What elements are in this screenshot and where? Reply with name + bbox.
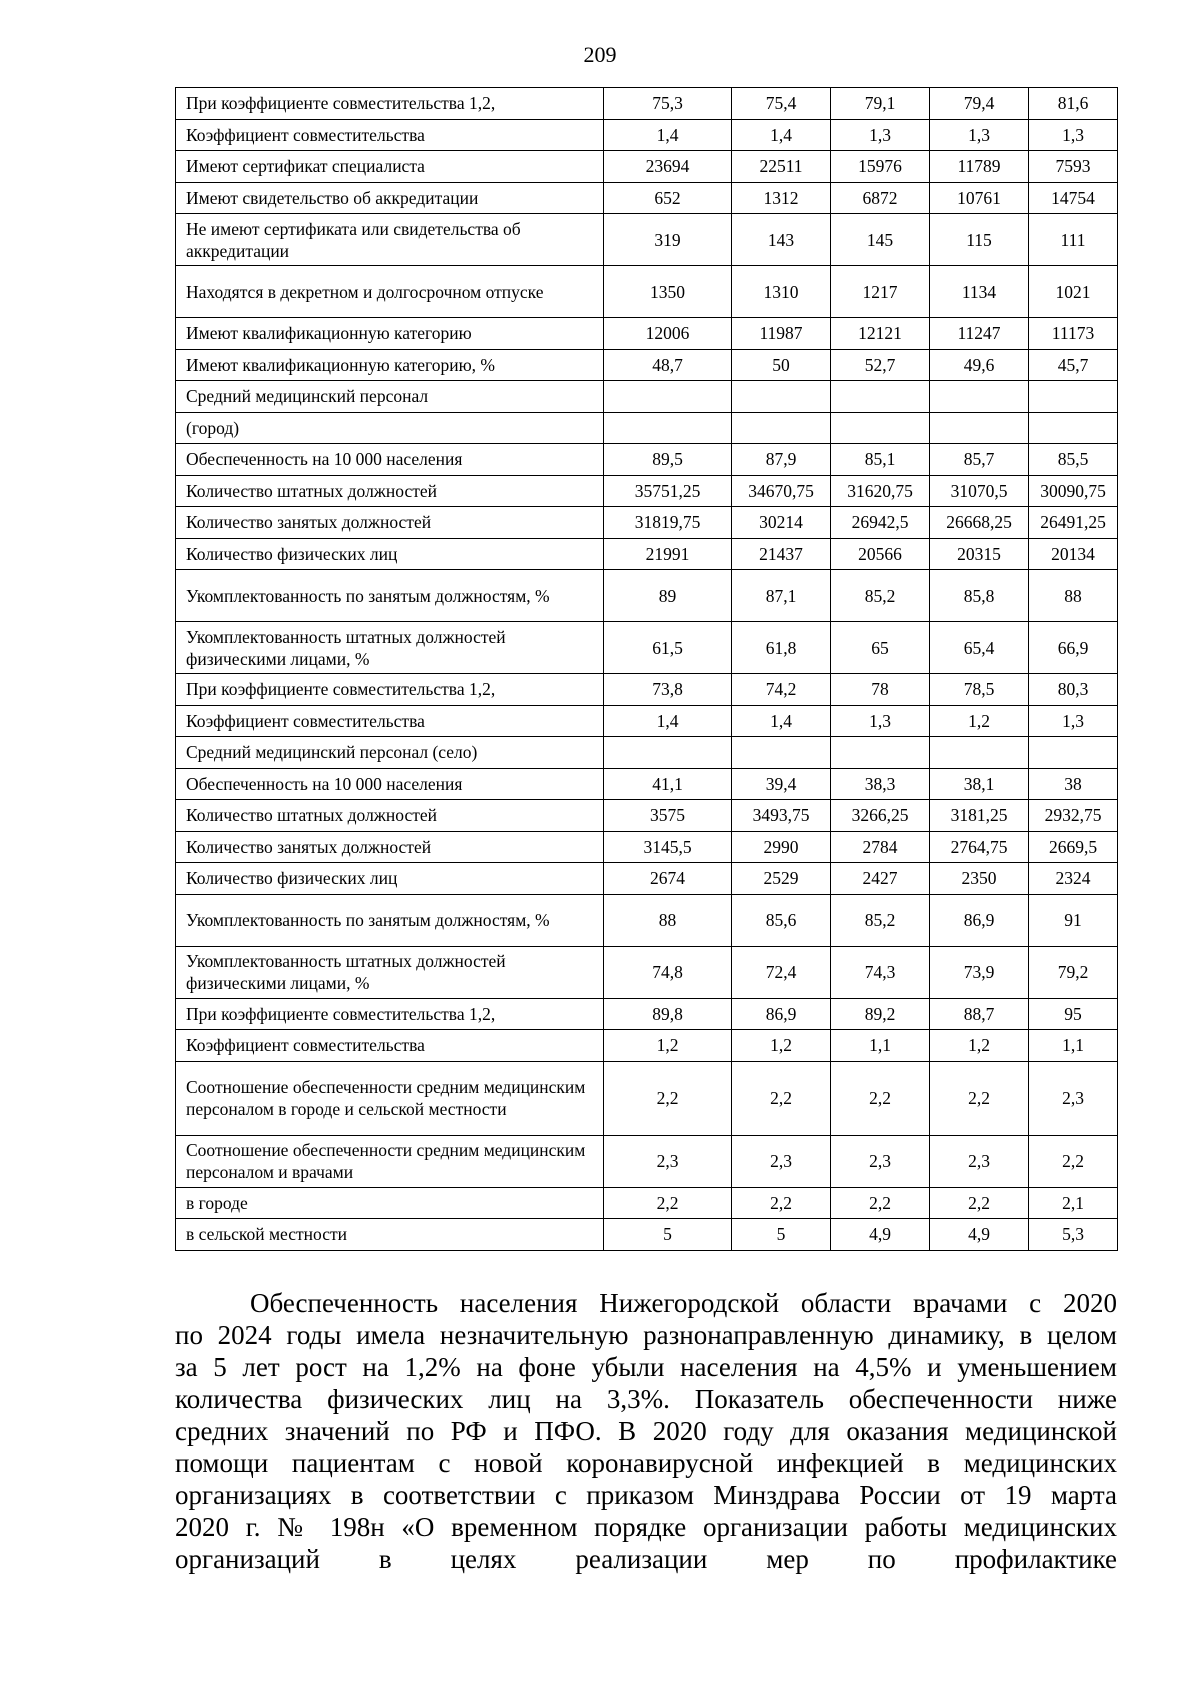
- table-row: [176, 705, 1118, 737]
- value-cell: 143: [732, 214, 831, 266]
- table-row: [176, 737, 1118, 769]
- value-cell: 79,2: [1029, 946, 1118, 998]
- value-cell: 30214: [732, 507, 831, 539]
- value-cell: 2669,5: [1029, 831, 1118, 863]
- value-cell: 86,9: [732, 998, 831, 1030]
- paragraph-line: помощи пациентам с новой коронавирусной инфекцией в медицинских: [175, 1448, 1117, 1478]
- row-label: Коэффициент совместительства: [176, 119, 604, 151]
- row-label: Имеют свидетельство об аккредитации: [176, 182, 604, 214]
- value-cell: 22511: [732, 151, 831, 183]
- value-cell: 12121: [831, 318, 930, 350]
- paragraph-line: количества физических лиц на 3,3%. Показатель обеспеченности ниже: [175, 1384, 1117, 1414]
- value-cell: 34670,75: [732, 475, 831, 507]
- value-cell: 85,1: [831, 444, 930, 476]
- value-cell: 2324: [1029, 863, 1118, 895]
- value-cell: [732, 737, 831, 769]
- paragraph-line: Обеспеченность населения Нижегородской области врачами с 2020: [250, 1288, 1117, 1318]
- value-cell: 21991: [604, 538, 732, 570]
- value-cell: 31819,75: [604, 507, 732, 539]
- value-cell: 85,6: [732, 894, 831, 946]
- row-label: Количество штатных должностей: [176, 475, 604, 507]
- table-row: [176, 182, 1118, 214]
- row-label: Имеют квалификационную категорию: [176, 318, 604, 350]
- value-cell: 89,2: [831, 998, 930, 1030]
- body-paragraph: [175, 1287, 1117, 1575]
- value-cell: 3493,75: [732, 800, 831, 832]
- row-label: Количество занятых должностей: [176, 507, 604, 539]
- value-cell: 1310: [732, 266, 831, 318]
- value-cell: 2764,75: [930, 831, 1029, 863]
- value-cell: 49,6: [930, 349, 1029, 381]
- row-label: Обеспеченность на 10 000 населения: [176, 444, 604, 476]
- table-row: [176, 894, 1118, 946]
- table-row: [176, 88, 1118, 120]
- table-row: [176, 831, 1118, 863]
- row-label: Соотношение обеспеченности средним медицинским персоналом и врачами: [176, 1135, 604, 1187]
- value-cell: 2,3: [930, 1135, 1029, 1187]
- value-cell: [831, 381, 930, 413]
- value-cell: 72,4: [732, 946, 831, 998]
- value-cell: 35751,25: [604, 475, 732, 507]
- paragraph-line: по 2024 годы имела незначительную разнонаправленную динамику, в целом: [175, 1320, 1117, 1350]
- value-cell: 1134: [930, 266, 1029, 318]
- value-cell: 85,2: [831, 894, 930, 946]
- value-cell: 85,2: [831, 570, 930, 622]
- value-cell: 5: [604, 1219, 732, 1251]
- row-label: Соотношение обеспеченности средним медицинским персоналом в городе и сельской местности: [176, 1061, 604, 1135]
- value-cell: 1,2: [930, 1030, 1029, 1062]
- value-cell: 65: [831, 622, 930, 674]
- paragraph-line: организаций в целях реализации мер по профилактике: [175, 1544, 1117, 1574]
- value-cell: 5,3: [1029, 1219, 1118, 1251]
- value-cell: 88: [1029, 570, 1118, 622]
- value-cell: [831, 737, 930, 769]
- paragraph-line: средних значений по РФ и ПФО. В 2020 году для оказания медицинской: [175, 1416, 1117, 1446]
- paragraph-line: 2020 г. № 198н «О временном порядке организации работы медицинских: [175, 1512, 1117, 1542]
- value-cell: 38,3: [831, 768, 930, 800]
- table-row: [176, 998, 1118, 1030]
- row-label: в сельской местности: [176, 1219, 604, 1251]
- value-cell: 2,2: [732, 1061, 831, 1135]
- value-cell: 2,2: [604, 1187, 732, 1219]
- value-cell: 1312: [732, 182, 831, 214]
- table-row: [176, 1061, 1118, 1135]
- value-cell: 65,4: [930, 622, 1029, 674]
- row-label: Имеют сертификат специалиста: [176, 151, 604, 183]
- value-cell: 20315: [930, 538, 1029, 570]
- value-cell: 73,8: [604, 674, 732, 706]
- table-row: [176, 381, 1118, 413]
- table-body: [176, 88, 1118, 1251]
- table-row: [176, 800, 1118, 832]
- value-cell: 89: [604, 570, 732, 622]
- value-cell: 1,4: [732, 119, 831, 151]
- row-label: При коэффициенте совместительства 1,2,: [176, 998, 604, 1030]
- row-label: в городе: [176, 1187, 604, 1219]
- value-cell: 1021: [1029, 266, 1118, 318]
- value-cell: 2350: [930, 863, 1029, 895]
- value-cell: [930, 412, 1029, 444]
- value-cell: 2,3: [732, 1135, 831, 1187]
- value-cell: 20566: [831, 538, 930, 570]
- value-cell: 61,8: [732, 622, 831, 674]
- row-label: При коэффициенте совместительства 1,2,: [176, 88, 604, 120]
- value-cell: 4,9: [930, 1219, 1029, 1251]
- row-label: Обеспеченность на 10 000 населения: [176, 768, 604, 800]
- value-cell: [604, 381, 732, 413]
- table-row: [176, 674, 1118, 706]
- value-cell: 21437: [732, 538, 831, 570]
- value-cell: 66,9: [1029, 622, 1118, 674]
- row-label: Коэффициент совместительства: [176, 705, 604, 737]
- value-cell: 61,5: [604, 622, 732, 674]
- value-cell: 85,8: [930, 570, 1029, 622]
- value-cell: 1,2: [930, 705, 1029, 737]
- value-cell: 14754: [1029, 182, 1118, 214]
- value-cell: 652: [604, 182, 732, 214]
- value-cell: 1,3: [1029, 705, 1118, 737]
- value-cell: 75,4: [732, 88, 831, 120]
- value-cell: [604, 737, 732, 769]
- value-cell: 89,8: [604, 998, 732, 1030]
- value-cell: 6872: [831, 182, 930, 214]
- table-row: [176, 863, 1118, 895]
- value-cell: 30090,75: [1029, 475, 1118, 507]
- value-cell: 78: [831, 674, 930, 706]
- value-cell: 2990: [732, 831, 831, 863]
- value-cell: 85,5: [1029, 444, 1118, 476]
- value-cell: 2427: [831, 863, 930, 895]
- value-cell: 2529: [732, 863, 831, 895]
- value-cell: 31070,5: [930, 475, 1029, 507]
- value-cell: [732, 381, 831, 413]
- value-cell: 11173: [1029, 318, 1118, 350]
- paragraph-line: за 5 лет рост на 1,2% на фоне убыли населения на 4,5% и уменьшением: [175, 1352, 1117, 1382]
- page-number: 209: [583, 42, 617, 67]
- value-cell: 11987: [732, 318, 831, 350]
- value-cell: 1,2: [732, 1030, 831, 1062]
- value-cell: 88: [604, 894, 732, 946]
- value-cell: 1,3: [831, 119, 930, 151]
- value-cell: 1,4: [732, 705, 831, 737]
- value-cell: 15976: [831, 151, 930, 183]
- value-cell: 52,7: [831, 349, 930, 381]
- table-row: [176, 768, 1118, 800]
- row-label: Коэффициент совместительства: [176, 1030, 604, 1062]
- value-cell: 2,2: [732, 1187, 831, 1219]
- row-label: Укомплектованность по занятым должностям, %: [176, 894, 604, 946]
- value-cell: 79,4: [930, 88, 1029, 120]
- value-cell: 2,2: [930, 1187, 1029, 1219]
- value-cell: 1,4: [604, 705, 732, 737]
- table-row: [176, 507, 1118, 539]
- value-cell: 3145,5: [604, 831, 732, 863]
- value-cell: 1217: [831, 266, 930, 318]
- value-cell: 2932,75: [1029, 800, 1118, 832]
- value-cell: [1029, 737, 1118, 769]
- value-cell: 39,4: [732, 768, 831, 800]
- value-cell: 74,8: [604, 946, 732, 998]
- table-row: [176, 538, 1118, 570]
- table-row: [176, 475, 1118, 507]
- value-cell: 111: [1029, 214, 1118, 266]
- value-cell: 41,1: [604, 768, 732, 800]
- value-cell: 81,6: [1029, 88, 1118, 120]
- value-cell: 26491,25: [1029, 507, 1118, 539]
- table-row: [176, 349, 1118, 381]
- statistics-table: [175, 87, 1118, 1251]
- table-row: [176, 1219, 1118, 1251]
- value-cell: 86,9: [930, 894, 1029, 946]
- table-row: [176, 412, 1118, 444]
- value-cell: 2,2: [1029, 1135, 1118, 1187]
- value-cell: [732, 412, 831, 444]
- value-cell: 5: [732, 1219, 831, 1251]
- value-cell: 1,4: [604, 119, 732, 151]
- value-cell: 85,7: [930, 444, 1029, 476]
- value-cell: 26668,25: [930, 507, 1029, 539]
- value-cell: 2,2: [831, 1061, 930, 1135]
- value-cell: 95: [1029, 998, 1118, 1030]
- table-row: [176, 444, 1118, 476]
- value-cell: [604, 412, 732, 444]
- row-label: Не имеют сертификата или свидетельства об аккредитации: [176, 214, 604, 266]
- value-cell: 23694: [604, 151, 732, 183]
- value-cell: 319: [604, 214, 732, 266]
- value-cell: 3266,25: [831, 800, 930, 832]
- value-cell: 11789: [930, 151, 1029, 183]
- value-cell: [1029, 412, 1118, 444]
- table-row: [176, 1135, 1118, 1187]
- value-cell: 38: [1029, 768, 1118, 800]
- value-cell: 12006: [604, 318, 732, 350]
- value-cell: 79,1: [831, 88, 930, 120]
- table-row: [176, 1030, 1118, 1062]
- table-row: [176, 1187, 1118, 1219]
- value-cell: 31620,75: [831, 475, 930, 507]
- value-cell: [930, 381, 1029, 413]
- row-label: При коэффициенте совместительства 1,2,: [176, 674, 604, 706]
- value-cell: 87,1: [732, 570, 831, 622]
- table-row: [176, 622, 1118, 674]
- value-cell: 2,3: [1029, 1061, 1118, 1135]
- table-row: [176, 214, 1118, 266]
- row-label: Количество физических лиц: [176, 538, 604, 570]
- row-label: Количество занятых должностей: [176, 831, 604, 863]
- value-cell: [930, 737, 1029, 769]
- row-label: (город): [176, 412, 604, 444]
- value-cell: 2674: [604, 863, 732, 895]
- value-cell: 38,1: [930, 768, 1029, 800]
- paragraph-line: организациях в соответствии с приказом Минздрава России от 19 марта: [175, 1480, 1117, 1510]
- value-cell: 1,1: [831, 1030, 930, 1062]
- value-cell: 78,5: [930, 674, 1029, 706]
- value-cell: 2,3: [604, 1135, 732, 1187]
- row-label: Укомплектованность штатных должностей физическими лицами, %: [176, 622, 604, 674]
- value-cell: 80,3: [1029, 674, 1118, 706]
- value-cell: 26942,5: [831, 507, 930, 539]
- value-cell: 45,7: [1029, 349, 1118, 381]
- value-cell: 1,3: [831, 705, 930, 737]
- value-cell: 2,1: [1029, 1187, 1118, 1219]
- value-cell: 91: [1029, 894, 1118, 946]
- row-label: Количество физических лиц: [176, 863, 604, 895]
- value-cell: [1029, 381, 1118, 413]
- value-cell: 1,2: [604, 1030, 732, 1062]
- value-cell: 2,2: [604, 1061, 732, 1135]
- row-label: Укомплектованность по занятым должностям, %: [176, 570, 604, 622]
- value-cell: 1,1: [1029, 1030, 1118, 1062]
- value-cell: 3575: [604, 800, 732, 832]
- value-cell: 3181,25: [930, 800, 1029, 832]
- row-label: Укомплектованность штатных должностей физическими лицами, %: [176, 946, 604, 998]
- value-cell: 10761: [930, 182, 1029, 214]
- row-label: Находятся в декретном и долгосрочном отпуске: [176, 266, 604, 318]
- value-cell: 11247: [930, 318, 1029, 350]
- row-label: Средний медицинский персонал (село): [176, 737, 604, 769]
- value-cell: 74,3: [831, 946, 930, 998]
- value-cell: 1,3: [1029, 119, 1118, 151]
- value-cell: 2784: [831, 831, 930, 863]
- table-row: [176, 151, 1118, 183]
- value-cell: 73,9: [930, 946, 1029, 998]
- value-cell: 48,7: [604, 349, 732, 381]
- row-label: Количество штатных должностей: [176, 800, 604, 832]
- value-cell: 75,3: [604, 88, 732, 120]
- value-cell: 4,9: [831, 1219, 930, 1251]
- row-label: Имеют квалификационную категорию, %: [176, 349, 604, 381]
- value-cell: 20134: [1029, 538, 1118, 570]
- row-label: Средний медицинский персонал: [176, 381, 604, 413]
- value-cell: 145: [831, 214, 930, 266]
- value-cell: 115: [930, 214, 1029, 266]
- value-cell: 50: [732, 349, 831, 381]
- table-row: [176, 318, 1118, 350]
- table-row: [176, 119, 1118, 151]
- table-row: [176, 266, 1118, 318]
- value-cell: 2,2: [930, 1061, 1029, 1135]
- table-row: [176, 570, 1118, 622]
- value-cell: 1350: [604, 266, 732, 318]
- value-cell: 2,3: [831, 1135, 930, 1187]
- value-cell: 1,3: [930, 119, 1029, 151]
- value-cell: 74,2: [732, 674, 831, 706]
- value-cell: 87,9: [732, 444, 831, 476]
- value-cell: 88,7: [930, 998, 1029, 1030]
- value-cell: [831, 412, 930, 444]
- table-row: [176, 946, 1118, 998]
- value-cell: 7593: [1029, 151, 1118, 183]
- value-cell: 89,5: [604, 444, 732, 476]
- value-cell: 2,2: [831, 1187, 930, 1219]
